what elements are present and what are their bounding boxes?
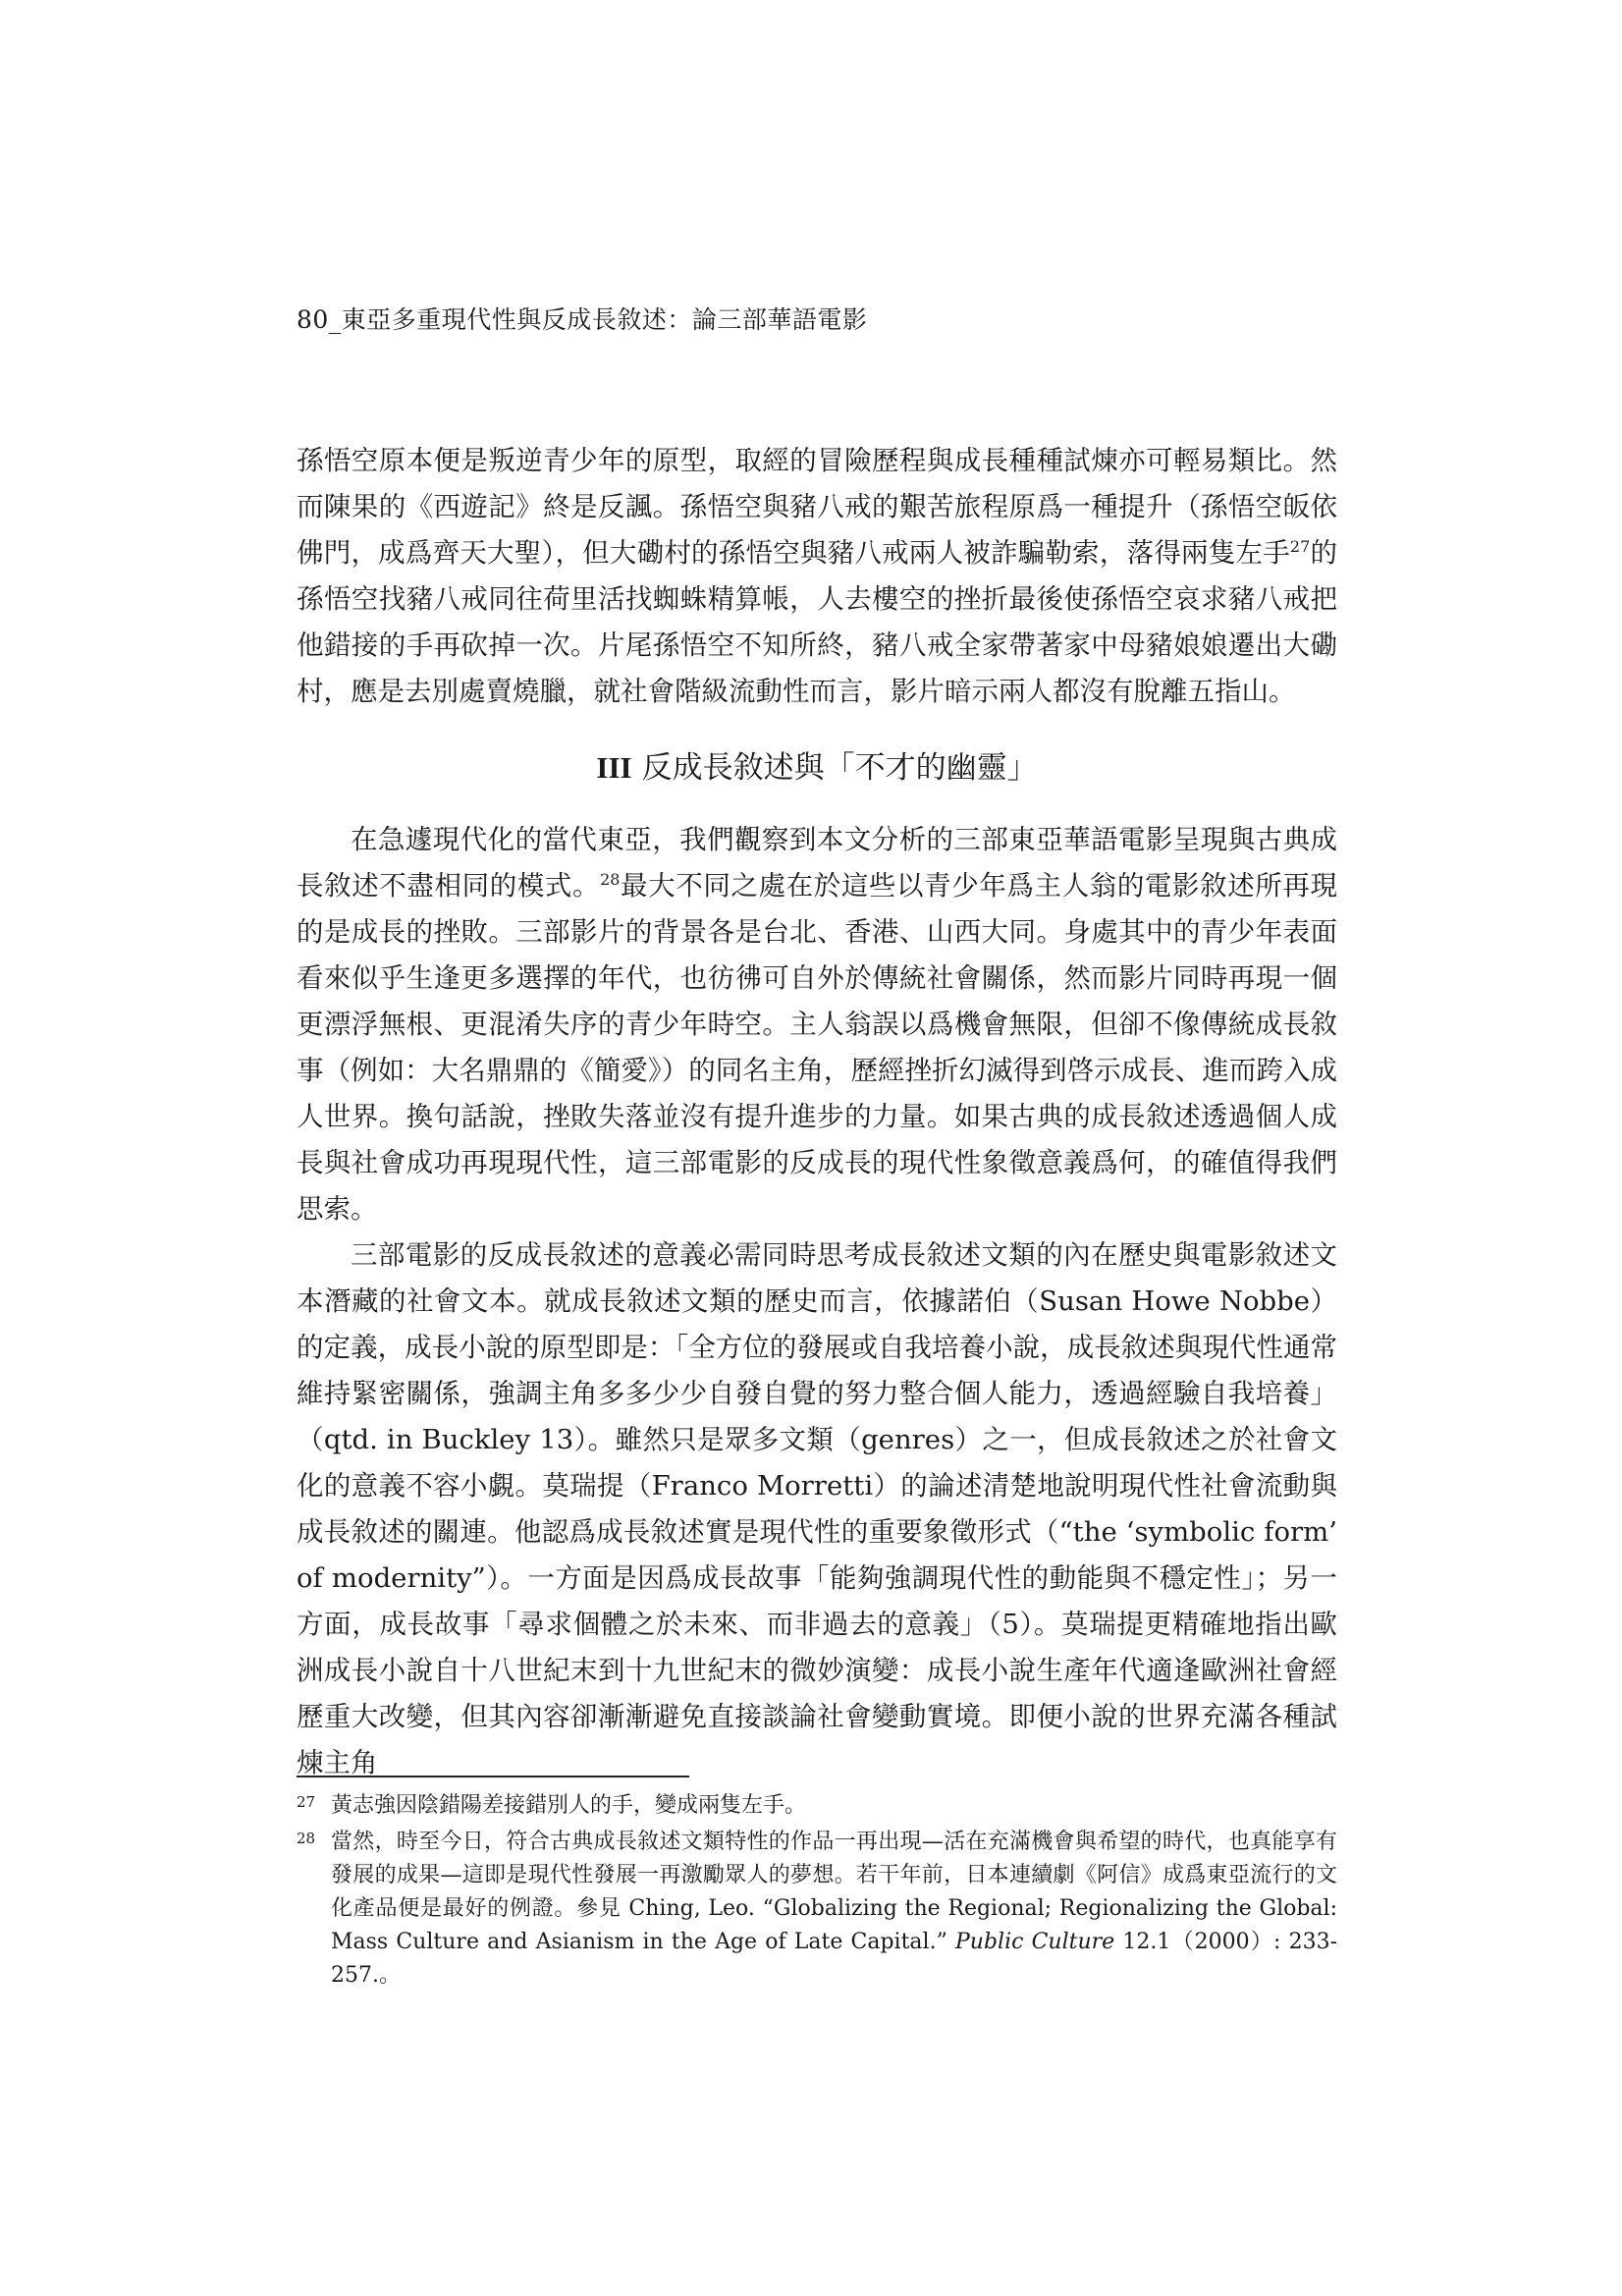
- footnote-27: [297, 1789, 1337, 1823]
- footnote-28: [297, 1826, 1337, 1993]
- footnote-text: 當然，時至今日，符合古典成長敘述文類特性的作品一再出現—活在充滿機會與希望的時代，也真能享有發展的成果—這即是現代性發展一再激勵眾人的夢想。若干年前，日本連續劇《阿信》成爲東亞流行的文化產品便是最好的例證。參見 Ching, Leo. “Globalizing the Regional; Regionalizing the Global: Mass Culture and Asianism in the Age of Late Capital.”: [331, 1830, 1337, 1954]
- footnote-ref-28[interactable]: 28: [600, 869, 621, 889]
- section-title: 反成長敘述與「不才的幽靈」: [641, 750, 1038, 786]
- footnote-text: 黃志強因陰錯陽差接錯別人的手，變成兩隻左手。: [331, 1793, 807, 1818]
- paragraph-text: 孫悟空原本便是叛逆青少年的原型，取經的冒險歷程與成長種種試煉亦可輕易類比。然而陳果的《西遊記》終是反諷。孫悟空與豬八戒的艱苦旅程原爲一種提升（孫悟空皈依佛門，成爲齊天大聖），但大磡村的孫悟空與豬八戒兩人被詐騙勒索，落得兩隻左手: [297, 445, 1337, 569]
- body-paragraph-1: [297, 438, 1337, 715]
- running-header: 80_東亞多重現代性與反成長敘述：論三部華語電影: [297, 305, 868, 334]
- journal-title: Public Culture: [954, 1930, 1115, 1954]
- footnote-divider: [297, 1776, 689, 1777]
- paragraph-text: 最大不同之處在於這些以青少年爲主人翁的電影敘述所再現的是成長的挫敗。三部影片的背景各是台北、香港、山西大同。身處其中的青少年表面看來似乎生逢更多選擇的年代，也彷彿可自外於傳統社會關係，然而影片同時再現一個更漂浮無根、更混淆失序的青少年時空。主人翁誤以爲機會無限，但卻不像傳統成長敘事（例如：大名鼎鼎的《簡愛》）的同名主角，歷經挫折幻滅得到啓示成長、進而跨入成人世界。換句話說，挫敗失落並沒有提升進步的力量。如果古典的成長敘述透過個人成長與社會成功再現現代性，這三部電影的反成長的現代性象徵意義爲何，的確值得我們思索。: [297, 870, 1338, 1225]
- section-heading: [297, 746, 1337, 790]
- paragraph-text: 在急遽現代化的當代東亞，我們觀察到本文分析的三部東亞華語電影呈現與古典成長敘述不盡相同的模式。: [297, 824, 1337, 902]
- footnote-ref-27[interactable]: 27: [1289, 536, 1311, 556]
- footnotes: [297, 1789, 1337, 1995]
- body-paragraph-3: 三部電影的反成長敘述的意義必需同時思考成長敘述文類的內在歷史與電影敘述文本潛藏的社會文本。就成長敘述文類的歷史而言，依據諾伯（Susan Howe Nobbe）的定義，成長小說的原型即是：「全方位的發展或自我培養小說，成長敘述與現代性通常維持緊密關係，強調主角多多少少自發自覺的努力整合個人能力，透過經驗自我培養」（qtd. in Buckley 13）。雖然只是眾多文類（genres）之一，但成長敘述之於社會文化的意義不容小覷。莫瑞提（Franco Morretti）的論述清楚地說明現代性社會流動與成長敘述的關連。他認爲成長敘述實是現代性的重要象徵形式（“the ‘symbolic form’ of modernity”）。一方面是因爲成長故事「能夠強調現代性的動能與不穩定性」；另一方面，成長故事「尋求個體之於未來、而非過去的意義」（5）。莫瑞提更精確地指出歐洲成長小說自十八世紀末到十九世紀末的微妙演變：成長小說生產年代適逢歐洲社會經歷重大改變，但其內容卻漸漸避免直接談論社會變動實境。即便小說的世界充滿各種試煉主角: [297, 1239, 1337, 1778]
- body-paragraph-2: [297, 817, 1337, 1232]
- paragraph-text: 的孫悟空找豬八戒同往荷里活找蜘蛛精算帳，人去樓空的挫折最後使孫悟空哀求豬八戒把他錯接的手再砍掉一次。片尾孫悟空不知所終，豬八戒全家帶著家中母豬娘娘遷出大磡村，應是去別處賣燒臘，就社會階級流動性而言，影片暗示兩人都沒有脫離五指山。: [297, 537, 1338, 707]
- footnote-text: 12.1（2000）: 233-257.。: [331, 1930, 1337, 1988]
- footnote-number: 28: [297, 1830, 316, 1847]
- footnote-number: 27: [297, 1793, 316, 1811]
- section-numeral: III: [596, 750, 632, 785]
- body-paragraphs: [297, 817, 1337, 1786]
